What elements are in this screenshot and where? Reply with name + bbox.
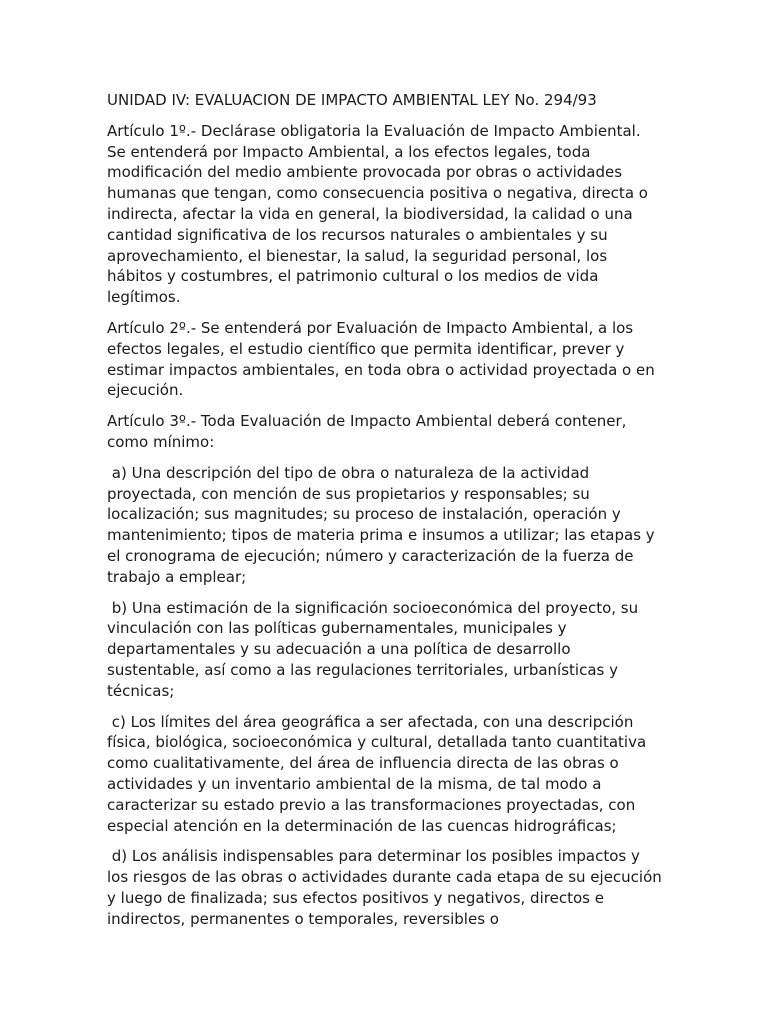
article-1-paragraph: Artículo 1º.- Declárase obligatoria la Evaluación de Impacto Ambiental. Se entenderá por Impacto Ambiental, a los efectos legales, toda modificación del medio ambiente provocada por obras o actividades humanas que tengan, como consecuencia positiva o negativa, directa o indirecta, afectar la vida en general, la biodiversidad, la calidad o una cantidad significativa de los recursos naturales o ambientales y su aprovechamiento, el bienestar, la salud, la seguridad personal, los hábitos y costumbres, el patrimonio cultural o los medios de vida legítimos. bbox=[107, 121, 648, 307]
item-b-paragraph: b) Una estimación de la significación socioeconómica del proyecto, su vinculación con las políticas gubernamentales, municipales y departamentales y su adecuación a una política de desarrollo sustentable, así como a las regulaciones territoriales, urbanísticas y técnicas; bbox=[107, 598, 643, 700]
document-title: UNIDAD IV: EVALUACION DE IMPACTO AMBIENTAL LEY No. 294/93 bbox=[107, 91, 597, 109]
item-c-paragraph: c) Los límites del área geográfica a ser afectada, con una descripción física, biológica, socioeconómica y cultural, detallada tanto cuantitativa como cualitativamente, del área de influencia directa de las obras o actividades y un inventario ambiental de la misma, de tal modo a caracterizar su estado previo a las transformaciones proyectadas, con especial atención en la determinación de las cuencas hidrográficas; bbox=[107, 712, 651, 835]
article-3-paragraph: Artículo 3º.- Toda Evaluación de Impacto Ambiental deberá contener, como mínimo: bbox=[107, 412, 627, 451]
article-2-paragraph: Artículo 2º.- Se entenderá por Evaluación de Impacto Ambiental, a los efectos legales, el estudio científico que permita identificar, prever y estimar impactos ambientales, en toda obra o actividad proyectada o en ejecución. bbox=[107, 318, 655, 400]
item-a-paragraph: a) Una descripción del tipo de obra o naturaleza de la actividad proyectada, con mención de sus propietarios y responsables; su localización; sus magnitudes; su proceso de instalación, operación y mantenimiento; tipos de materia prima e insumos a utilizar; las etapas y el cronograma de ejecución; número y caracterización de la fuerza de trabajo a emplear; bbox=[107, 463, 660, 586]
document-page bbox=[107, 90, 667, 939]
item-d-paragraph: d) Los análisis indispensables para determinar los posibles impactos y los riesgos de las obras o actividades durante cada etapa de su ejecución y luego de finalizada; sus efectos positivos y negativos, directos e indirectos, permanentes o temporales, reversibles o bbox=[107, 847, 667, 928]
